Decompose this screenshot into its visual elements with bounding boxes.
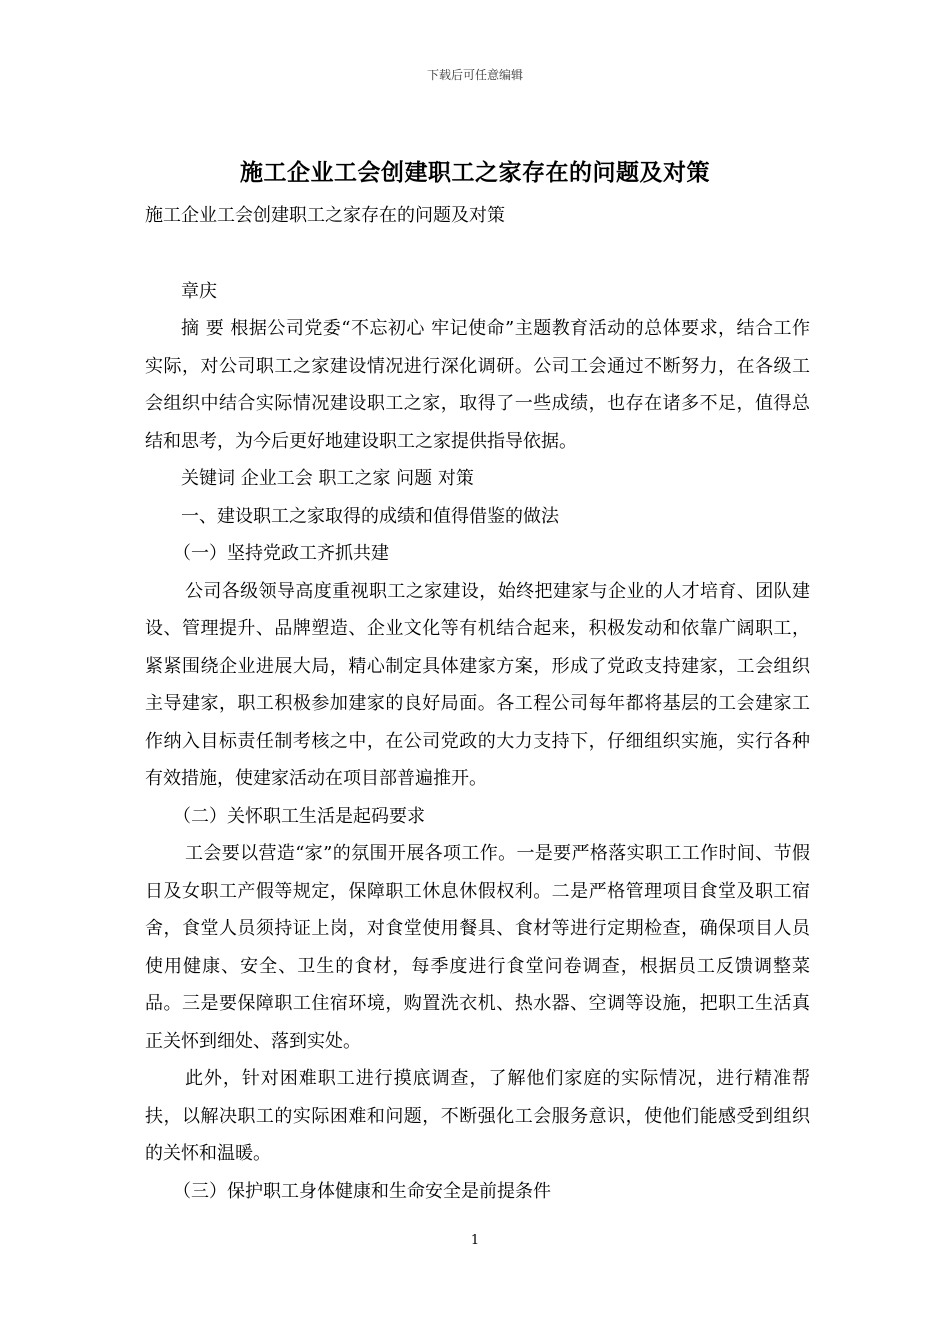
document-title: 施工企业工会创建职工之家存在的问题及对策 — [240, 159, 710, 186]
abstract-paragraph: 摘 要 根据公司党委“不忘初心 牢记使命”主题教育活动的总体要求，结合工作实际，对公司职工之家建设情况进行深化调研。公司工会通过不断努力，在各级工会组织中结合实际情况建设职工之家，取得了一些成绩，也存在诸多不足，值得总结和思考，为今后更好地建设职工之家提供指导依据。 — [145, 318, 810, 452]
section-heading-1: 一、建设职工之家取得的成绩和值得借鉴的做法 — [181, 505, 559, 527]
subsection-heading-3: （三）保护职工身体健康和生命安全是前提条件 — [173, 1180, 551, 1202]
subsection-heading-1: （一）坚持党政工齐抓共建 — [173, 543, 389, 564]
subsection-heading-2: （二）关怀职工生活是起码要求 — [173, 805, 425, 827]
author: 章庆 — [181, 280, 217, 302]
body-paragraph: 公司各级领导高度重视职工之家建设，始终把建家与企业的人才培育、团队建设、管理提升、品牌塑造、企业文化等有机结合起来，积极发动和依靠广阔职工，紧紧围绕企业进展大局，精心制定具体建家方案，形成了党政支持建家，工会组织主导建家，职工积极参加建家的良好局面。各工程公司每年都将基层的工会建家工作纳入目标责任制考核之中，在公司党政的大力支持下，仔细组织实施，实行各种有效措施，使建家活动在项目部普遍推开。 — [145, 580, 810, 789]
document-body — [145, 197, 810, 1210]
header-note: 下载后可任意编辑 — [426, 68, 523, 82]
document-subtitle: 施工企业工会创建职工之家存在的问题及对策 — [145, 205, 505, 226]
page-number: 1 — [470, 1233, 480, 1248]
keywords-line: 关键词 企业工会 职工之家 问题 对策 — [181, 468, 474, 489]
body-paragraph: 工会要以营造“家”的氛围开展各项工作。一是要严格落实职工工作时间、节假日及女职工产假等规定，保障职工休息休假权利。二是严格管理项目食堂及职工宿舍，食堂人员须持证上岗，对食堂使用餐具、食材等进行定期检查，确保项目人员使用健康、安全、卫生的食材，每季度进行食堂问卷调查，根据员工反馈调整菜品。三是要保障职工住宿环境，购置洗衣机、热水器、空调等设施，把职工生活真正关怀到细处、落到实处。 — [145, 843, 810, 1052]
body-paragraph: 此外，针对困难职工进行摸底调查，了解他们家庭的实际情况，进行精准帮扶，以解决职工的实际困难和问题，不断强化工会服务意识，使他们能感受到组织的关怀和温暖。 — [145, 1068, 810, 1164]
